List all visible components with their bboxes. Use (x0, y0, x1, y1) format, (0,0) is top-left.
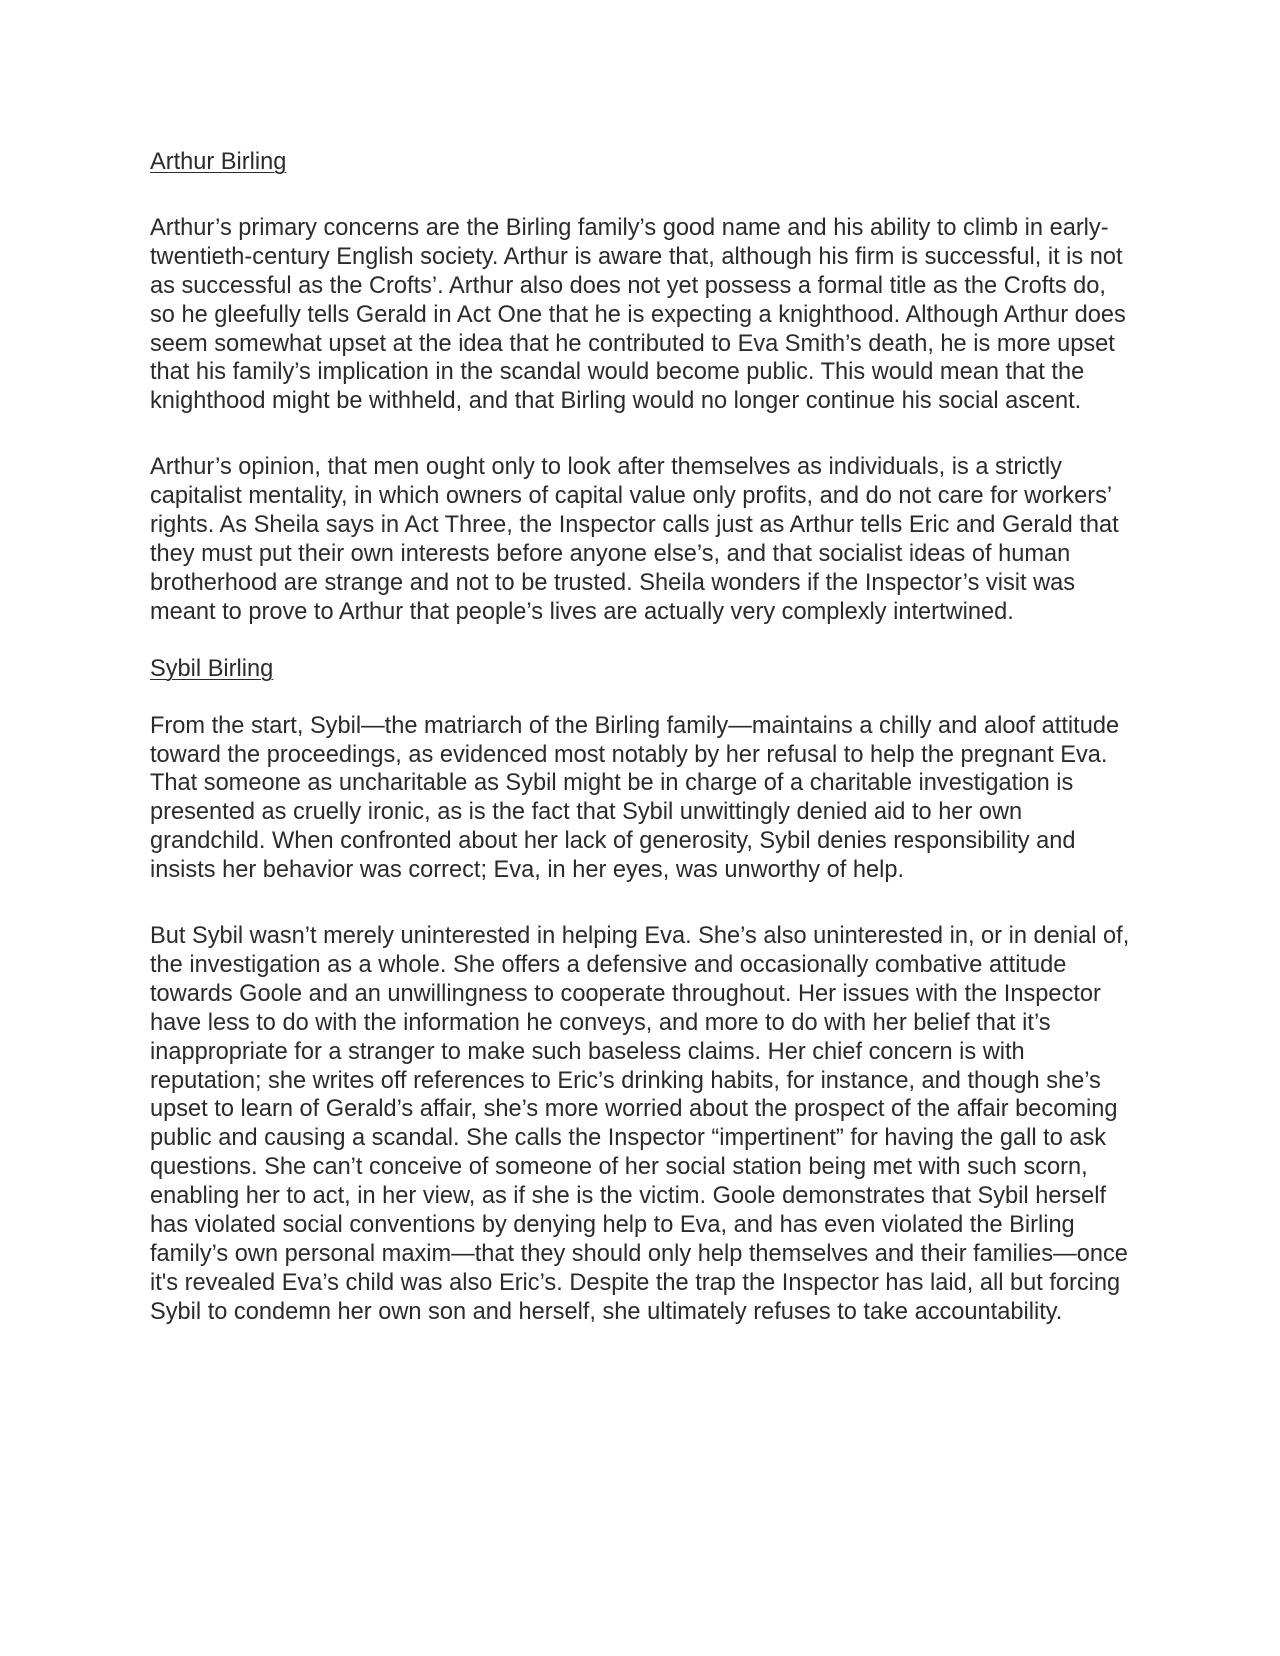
paragraph-sybil-attitude: From the start, Sybil—the matriarch of the Birling family—maintains a chilly and aloof attitude toward the proceedings, as evidenced most notably by her refusal to help the pregnant Eva. That someone as uncharitable as Sybil might be in charge of a charitable investigation is presented as cruelly ironic, as is the fact that Sybil unwittingly denied aid to her own grandchild. When confronted about her lack of generosity, Sybil denies responsibility and insists her behavior was correct; Eva, in her eyes, was unworthy of help. (150, 712, 1120, 884)
section-heading-arthur-birling: Arthur Birling (150, 149, 287, 175)
paragraph-arthur-opinion: Arthur’s opinion, that men ought only to look after themselves as individuals, is a strictly capitalist mentality, in which owners of capital value only profits, and do not care for workers’ rights. As Sheila says in Act Three, the Inspector calls just as Arthur tells Eric and Gerald that they must put their own interests before anyone else’s, and that socialist ideas of human brotherhood are strange and not to be trusted. Sheila wonders if the Inspector’s visit was meant to prove to Arthur that people’s lives are actually very complexly intertwined. (150, 454, 1119, 625)
section-heading-sybil-birling: Sybil Birling (150, 655, 274, 682)
paragraph-sybil-investigation: But Sybil wasn’t merely uninterested in helping Eva. She’s also uninterested in, or in denial of, the investigation as a whole. She offers a defensive and occasionally combative attitude towards Goole and an unwillingness to cooperate throughout. Her issues with the Inspector have less to do with the information he conveys, and more to do with her belief that it’s inappropriate for a stranger to make such baseless claims. Her chief concern is with reputation; she writes off references to Eric’s drinking habits, for instance, and though she’s upset to learn of Gerald’s affair, she’s more worried about the prospect of the affair becoming public and causing a scandal. She calls the Inspector “impertinent” for having the gall to ask questions. She can’t conceive of someone of her social station being met with such scorn, enabling her to act, in her view, as if she is the victim. Goole demonstrates that Sybil herself has violated social conventions by denying help to Eva, and has even violated the Birling family’s own personal maxim—that they should only help themselves and their families—once it's revealed Eva’s child was also Eric’s. Despite the trap the Inspector has laid, all but forcing Sybil to condemn her own son and herself, she ultimately refuses to take accountability. (150, 923, 1130, 1325)
document-body (150, 148, 1135, 1327)
paragraph-arthur-concerns: Arthur’s primary concerns are the Birling family’s good name and his ability to climb in early-twentieth-century English society. Arthur is aware that, although his firm is successful, it is not as successful as the Crofts’. Arthur also does not yet possess a formal title as the Crofts do, so he gleefully tells Gerald in Act One that he is expecting a knighthood. Although Arthur does seem somewhat upset at the idea that he contributed to Eva Smith’s death, he is more upset that his family’s implication in the scandal would become public. This would mean that the knighthood might be withheld, and that Birling would no longer continue his social ascent. (150, 214, 1126, 415)
